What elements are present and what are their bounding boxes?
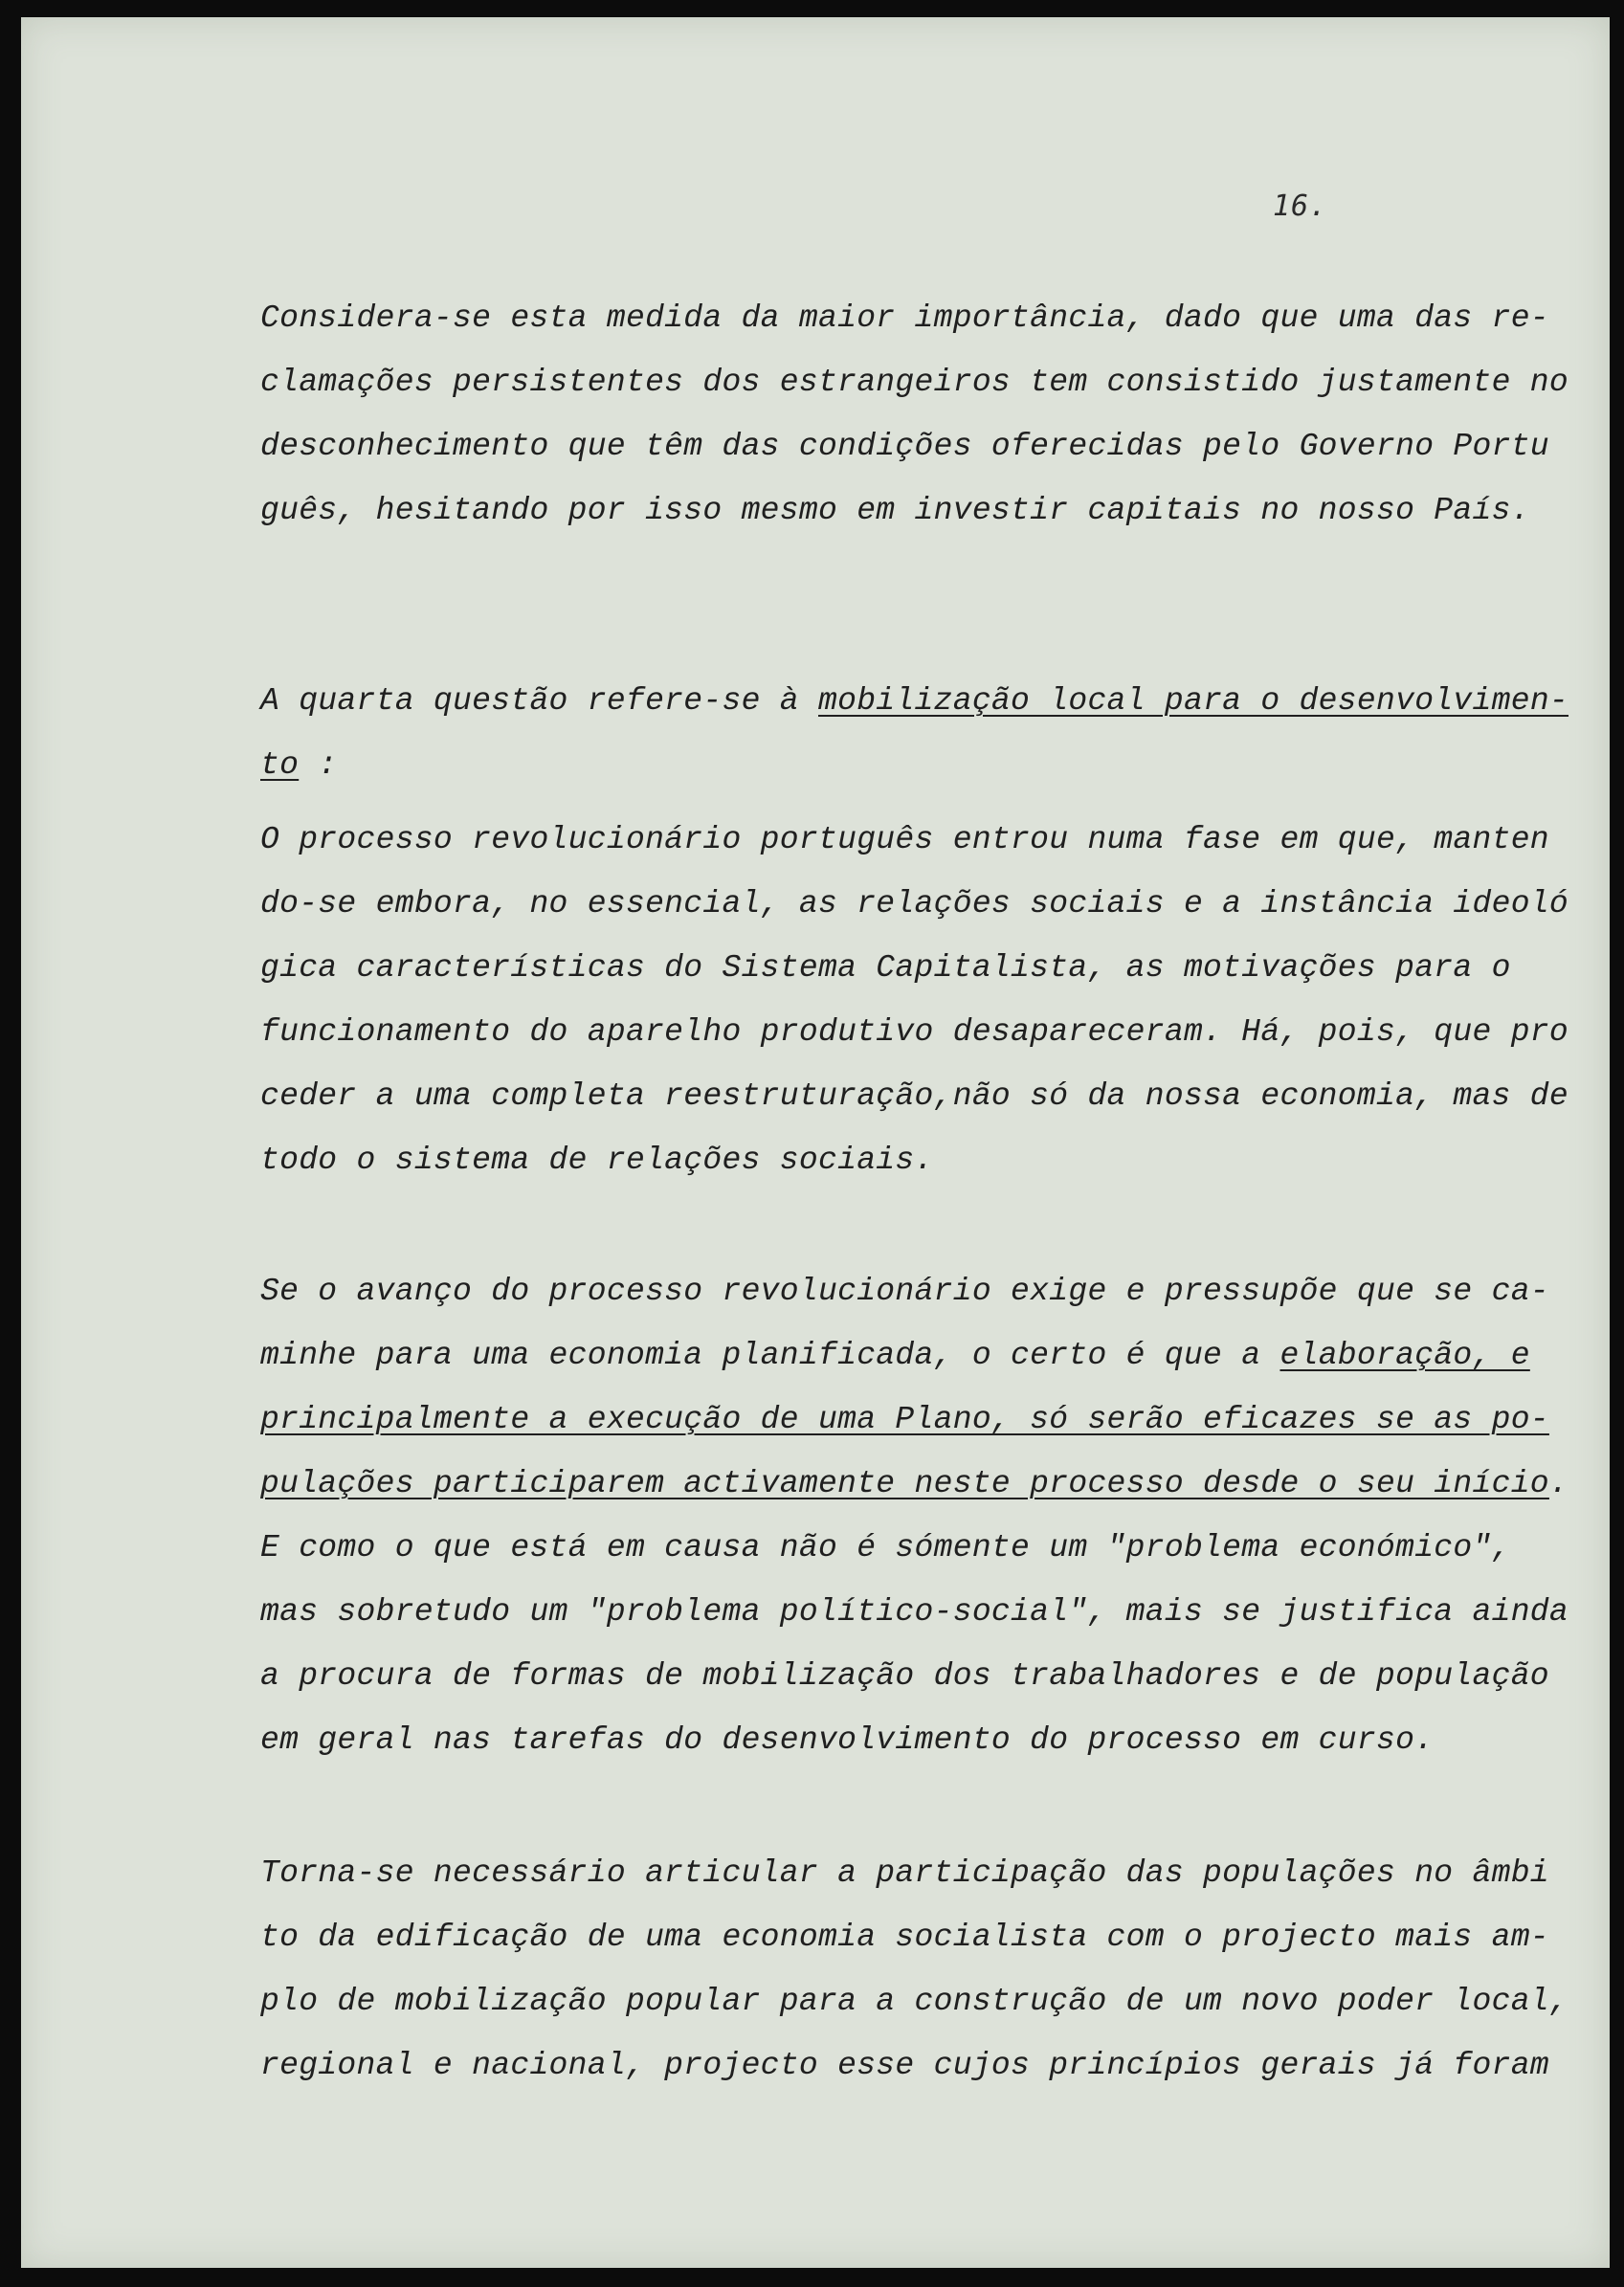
heading-underlined: mobilização local para o desenvolvimen-: [818, 683, 1569, 719]
heading-underlined: to: [260, 747, 300, 783]
document-page: [21, 17, 1610, 2268]
paragraph-3-underlined: principalmente a execução de uma Plano, só serão eficazes se as po-: [260, 1402, 1549, 1437]
paragraph-3-line: [260, 1465, 1568, 1503]
paragraph-3-text: minhe para uma economia planificada, o certo é que a: [260, 1338, 1280, 1373]
paragraph-1-line: clamações persistentes dos estrangeiros tem consistido justamente no: [260, 365, 1569, 400]
paragraph-1-line: guês, hesitando por isso mesmo em investir capitais no nosso País.: [260, 493, 1530, 528]
paragraph-4-line: plo de mobilização popular para a construção de um novo poder local,: [260, 1984, 1569, 2019]
paragraph-1: [260, 300, 1571, 528]
page-number: 16.: [1273, 189, 1328, 223]
heading-line: [260, 682, 1568, 721]
paragraph-3-line: em geral nas tarefas do desenvolvimento do processo em curso.: [260, 1722, 1435, 1758]
paragraph-3-text: .: [1548, 1466, 1569, 1501]
paragraph-3-line: a procura de formas de mobilização dos trabalhadores e de população: [260, 1658, 1549, 1694]
heading-line: [260, 746, 337, 785]
paragraph-1-line: Considera-se esta medida da maior importância, dado que uma das re-: [260, 300, 1549, 336]
paragraph-3-line: Se o avanço do processo revolucionário exige e pressupõe que se ca-: [260, 1274, 1549, 1309]
paragraph-2: [260, 821, 1571, 1178]
paragraph-4: [260, 1854, 1571, 2083]
paragraph-1-line: desconhecimento que têm das condições oferecidas pelo Governo Portu: [260, 429, 1549, 464]
paragraph-2-line: do-se embora, no essencial, as relações sociais e a instância ideoló: [260, 886, 1569, 921]
paragraph-2-line: todo o sistema de relações sociais.: [260, 1143, 934, 1178]
section-heading: [260, 682, 1571, 824]
paragraph-4-line: to da edificação de uma economia socialista com o projecto mais am-: [260, 1920, 1549, 1955]
paragraph-3-line: [260, 1337, 1530, 1375]
paragraph-2-line: funcionamento do aparelho produtivo desapareceram. Há, pois, que pro: [260, 1014, 1569, 1050]
paragraph-2-line: O processo revolucionário português entrou numa fase em que, manten: [260, 822, 1549, 857]
paragraph-2-line: ceder a uma completa reestruturação,não só da nossa economia, mas de: [260, 1078, 1569, 1114]
paragraph-4-line: Torna-se necessário articular a participação das populações no âmbi: [260, 1855, 1549, 1891]
paragraph-3-line: [260, 1401, 1549, 1439]
paragraph-4-line: regional e nacional, projecto esse cujos princípios gerais já foram: [260, 2048, 1549, 2083]
paragraph-2-line: gica características do Sistema Capitalista, as motivações para o: [260, 950, 1511, 986]
heading-prefix: A quarta questão refere-se à: [260, 683, 818, 719]
paragraph-3-underlined: pulações participarem activamente neste processo desde o seu início: [260, 1466, 1549, 1501]
paragraph-3-line: mas sobretudo um "problema político-social", mais se justifica ainda: [260, 1594, 1569, 1630]
paragraph-3: [260, 1273, 1571, 1758]
paragraph-3-line: E como o que está em causa não é sómente um "problema económico",: [260, 1530, 1511, 1565]
paragraph-3-underlined: elaboração, e: [1279, 1338, 1530, 1373]
heading-suffix: :: [299, 747, 338, 783]
